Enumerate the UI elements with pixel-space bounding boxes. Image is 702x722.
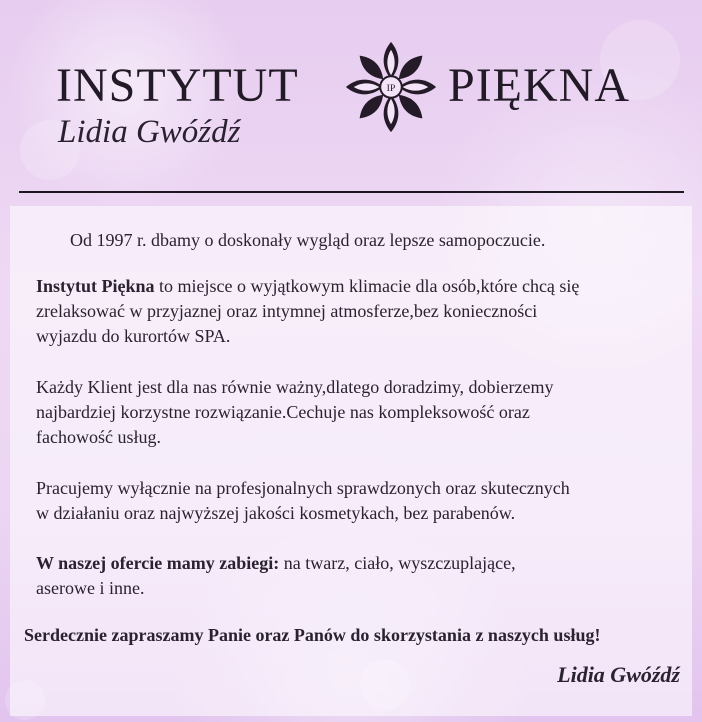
client-line-1: Każdy Klient jest dla nas równie ważny,dlatego doradzimy, dobierzemy [36,377,554,397]
offer-line-1-text: na twarz, ciało, wyszczuplające, [279,553,516,573]
cosmetics-line-1: Pracujemy wyłącznie na profesjonalnych sprawdzonych oraz skutecznych [36,478,570,498]
divider [19,191,684,193]
offer-paragraph [36,551,686,601]
about-line-1 [36,274,686,299]
cosmetics-line-2: w działaniu oraz najwyższej jakości kosmetykach, bez parabenów. [36,503,516,523]
about-paragraph [36,274,686,349]
offer-line-1 [36,551,686,576]
intro-paragraph [70,228,545,253]
about-line-1-text: to miejsce o wyjątkowym klimacie dla osób,które chcą się [154,276,580,296]
client-line-2: najbardziej korzystne rozwiązanie.Cechuje nas kompleksowość oraz [36,402,530,422]
invitation-text: Serdecznie zapraszamy Panie oraz Panów do skorzystania z naszych usług! [24,625,601,645]
svg-text:IP: IP [386,82,396,94]
lotus-logo-icon [342,38,440,136]
offer-line-2: aserowe i inne. [36,578,145,598]
about-line-2: zrelaksować w przyjaznej oraz intymnej atmosferze,bez konieczności [36,301,538,321]
brand-word-right: PIĘKNA [448,59,630,112]
header [0,0,702,190]
intro-text: Od 1997 r. dbamy o doskonały wygląd oraz lepsze samopoczucie. [70,230,546,250]
client-paragraph [36,375,686,450]
institute-name: Instytut Piękna [36,276,155,296]
owner-name: Lidia Gwóźdź [58,114,241,150]
brand-word-left: INSTYTUT [56,59,299,112]
signature: Lidia Gwóźdź [557,662,680,687]
client-line-3: fachowość usług. [36,427,161,447]
offer-heading: W naszej ofercie mamy zabiegi: [36,553,280,573]
about-line-3: wyjazdu do kurortów SPA. [36,326,231,346]
cosmetics-paragraph [36,476,686,526]
